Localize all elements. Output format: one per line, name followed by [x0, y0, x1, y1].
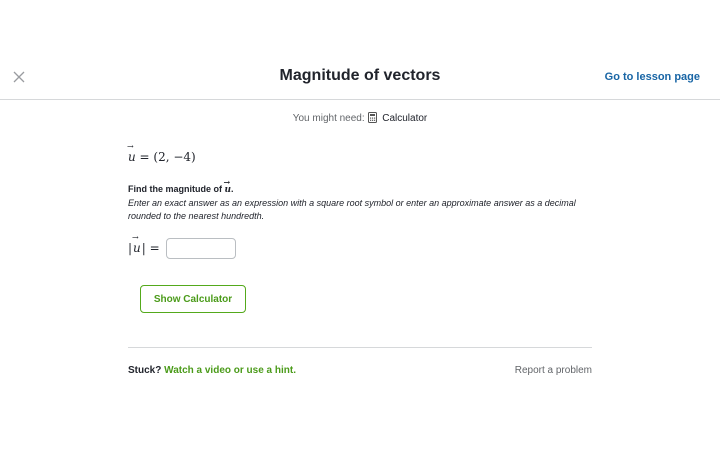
watch-video-hint-link[interactable]: Watch a video or use a hint. [164, 365, 296, 376]
report-problem-link[interactable]: Report a problem [514, 365, 592, 376]
question-main [128, 183, 588, 197]
stuck-label: Stuck? [128, 365, 162, 376]
divider [128, 347, 592, 348]
top-bar [0, 55, 720, 100]
question-text [128, 183, 588, 223]
calculator-label: Calculator [382, 113, 428, 124]
vector-value: = (2, −4) [135, 150, 196, 164]
answer-row [128, 237, 236, 259]
tools-needed-label: You might need: [292, 113, 365, 124]
go-to-lesson-link[interactable]: Go to lesson page [604, 71, 700, 83]
page-title: Magnitude of vectors [279, 67, 441, 84]
question-vector-symbol: → u [225, 184, 232, 197]
stuck-row [128, 365, 296, 376]
answer-prefix-close: | = [141, 241, 160, 255]
answer-input[interactable] [166, 238, 236, 259]
question-instructions: Enter an exact answer as an expression with a square root symbol or enter an approximate answer as a decimal rounded to the nearest hundredth. [128, 198, 576, 221]
question-main-suffix: . [231, 184, 234, 194]
vector-symbol: → u [128, 150, 136, 164]
question-main-label: Find the magnitude of [128, 184, 225, 194]
vector-definition [128, 150, 196, 164]
tools-needed [0, 112, 720, 126]
answer-prefix-open: | [128, 241, 133, 255]
answer-vector-symbol: → u [133, 241, 141, 255]
calculator-icon [368, 112, 377, 126]
show-calculator-button[interactable]: Show Calculator [140, 285, 246, 313]
